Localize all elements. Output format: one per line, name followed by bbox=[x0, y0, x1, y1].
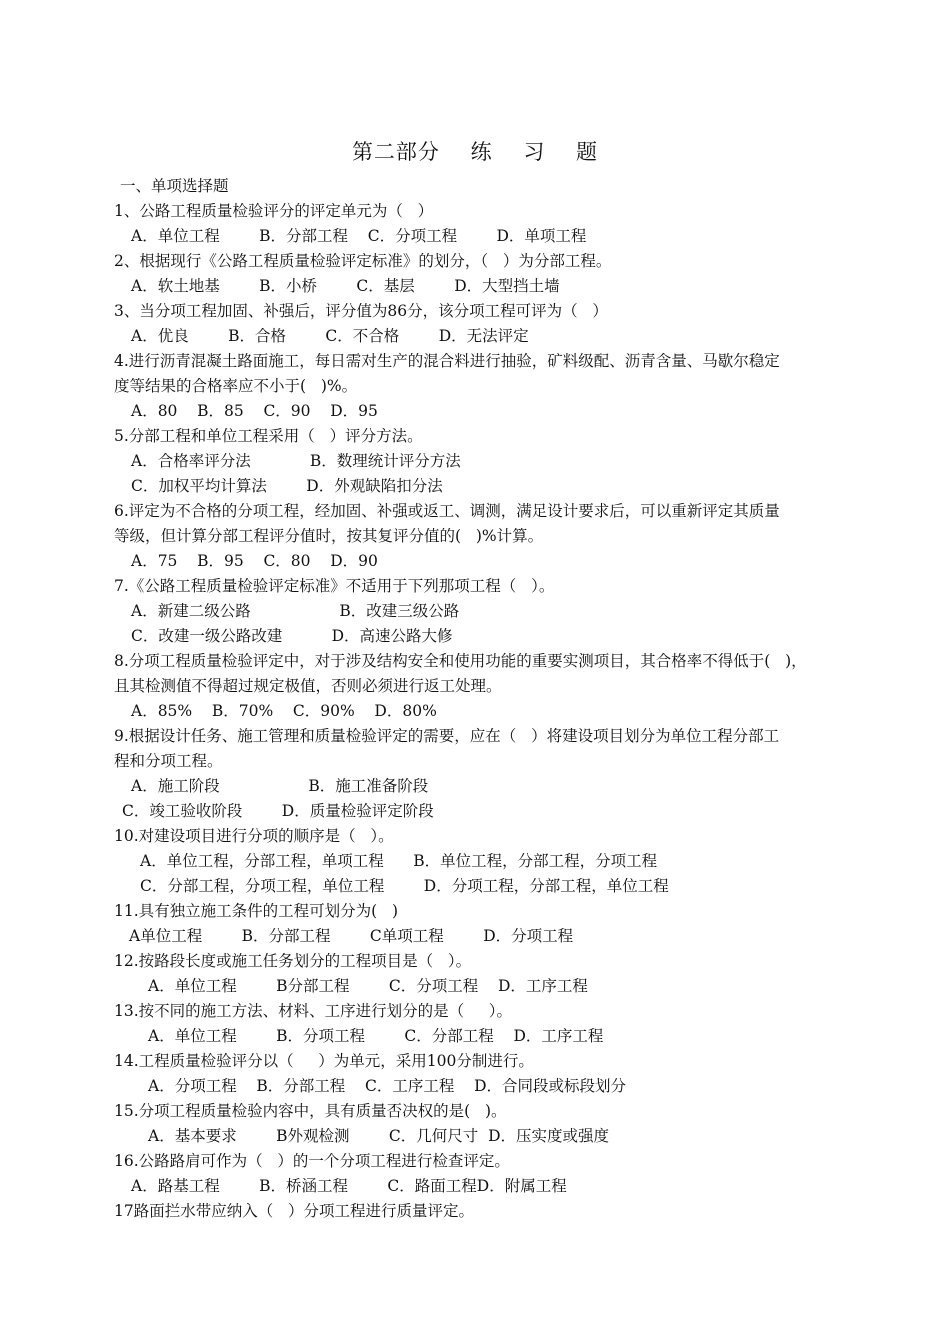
option-line: C．分部工程，分项工程，单位工程 D．分项工程，分部工程，单位工程 bbox=[140, 877, 669, 895]
question-line: 16.公路路肩可作为（ ）的一个分项工程进行检查评定。 bbox=[114, 1152, 510, 1170]
question-line: 15.分项工程质量检验内容中，具有质量否决权的是( )。 bbox=[114, 1102, 507, 1120]
question-line: 1、公路工程质量检验评分的评定单元为（ ） bbox=[114, 202, 434, 220]
section-heading: 一、单项选择题 bbox=[120, 177, 229, 195]
question-line: 14.工程质量检验评分以（ ）为单元，采用100分制进行。 bbox=[114, 1052, 534, 1070]
question-line: 12.按路段长度或施工任务划分的工程项目是（ ）。 bbox=[114, 952, 472, 970]
option-line: A．80 B．85 C．90 D．95 bbox=[131, 402, 378, 420]
question-line: 3、当分项工程加固、补强后，评分值为86分，该分项工程可评为（ ） bbox=[114, 302, 608, 320]
option-line: A．单位工程，分部工程，单项工程 B．单位工程，分部工程，分项工程 bbox=[140, 852, 658, 870]
option-line: A．单位工程 B分部工程 C．分项工程 D．工序工程 bbox=[148, 977, 588, 995]
option-line: A．单位工程 B．分部工程 C．分项工程 D．单项工程 bbox=[131, 227, 587, 245]
question-line: 17路面拦水带应纳入（ ）分项工程进行质量评定。 bbox=[114, 1202, 475, 1220]
question-line: 度等结果的合格率应不小于( )%。 bbox=[114, 377, 358, 395]
question-line: 4.进行沥青混凝土路面施工，每日需对生产的混合料进行抽验，矿料级配、沥青含量、马歇尔稳定 bbox=[114, 352, 780, 370]
option-line: A．85% B．70% C．90% D．80% bbox=[131, 702, 437, 720]
option-line: A单位工程 B．分部工程 C单项工程 D．分项工程 bbox=[129, 927, 574, 945]
option-line: A．单位工程 B．分项工程 C．分部工程 D．工序工程 bbox=[148, 1027, 604, 1045]
option-line: C．改建一级公路改建 D．高速公路大修 bbox=[131, 627, 453, 645]
question-line: 等级，但计算分部工程评分值时，按其复评分值的( )%计算。 bbox=[114, 527, 544, 545]
question-line: 6.评定为不合格的分项工程，经加固、补强或返工、调测，满足设计要求后，可以重新评定其质量 bbox=[114, 502, 780, 520]
page-title: 第二部分 练 习 题 bbox=[351, 140, 599, 164]
option-line: A．路基工程 B．桥涵工程 C．路面工程D．附属工程 bbox=[131, 1177, 567, 1195]
option-line: C．加权平均计算法 D．外观缺陷扣分法 bbox=[131, 477, 443, 495]
question-line: 10.对建设项目进行分项的顺序是（ ）。 bbox=[114, 827, 394, 845]
question-line: 2、根据现行《公路工程质量检验评定标准》的划分，（ ）为分部工程。 bbox=[114, 252, 612, 270]
option-line: A．分项工程 B．分部工程 C．工序工程 D．合同段或标段划分 bbox=[148, 1077, 626, 1095]
question-line: 程和分项工程。 bbox=[114, 752, 223, 770]
option-line: A．施工阶段 B．施工准备阶段 bbox=[131, 777, 429, 795]
option-line: A．合格率评分法 B．数理统计评分方法 bbox=[131, 452, 461, 470]
option-line: C．竣工验收阶段 D．质量检验评定阶段 bbox=[122, 802, 434, 820]
question-line: 9.根据设计任务、施工管理和质量检验评定的需要，应在（ ）将建设项目划分为单位工程分部工 bbox=[114, 727, 780, 745]
question-line: 13.按不同的施工方法、材料、工序进行划分的是（ ）。 bbox=[114, 1002, 513, 1020]
question-line: 5.分部工程和单位工程采用（ ）评分方法。 bbox=[114, 427, 423, 445]
question-line: 且其检测值不得超过规定极值，否则必须进行返工处理。 bbox=[114, 677, 502, 695]
question-line: 8.分项工程质量检验评定中，对于涉及结构安全和使用功能的重要实测项目，其合格率不得低于( )， bbox=[114, 652, 807, 670]
option-line: A．新建二级公路 B．改建三级公路 bbox=[131, 602, 460, 620]
question-line: 11.具有独立施工条件的工程可划分为( ) bbox=[114, 902, 399, 920]
option-line: A．75 B．95 C．80 D．90 bbox=[131, 552, 378, 570]
question-line: 7.《公路工程质量检验评定标准》不适用于下列那项工程（ ）。 bbox=[114, 577, 555, 595]
option-line: A．优良 B．合格 C．不合格 D．无法评定 bbox=[131, 327, 529, 345]
option-line: A．基本要求 B外观检测 C．几何尺寸 D．压实度或强度 bbox=[148, 1127, 610, 1145]
option-line: A．软土地基 B．小桥 C．基层 D．大型挡土墙 bbox=[131, 277, 560, 295]
